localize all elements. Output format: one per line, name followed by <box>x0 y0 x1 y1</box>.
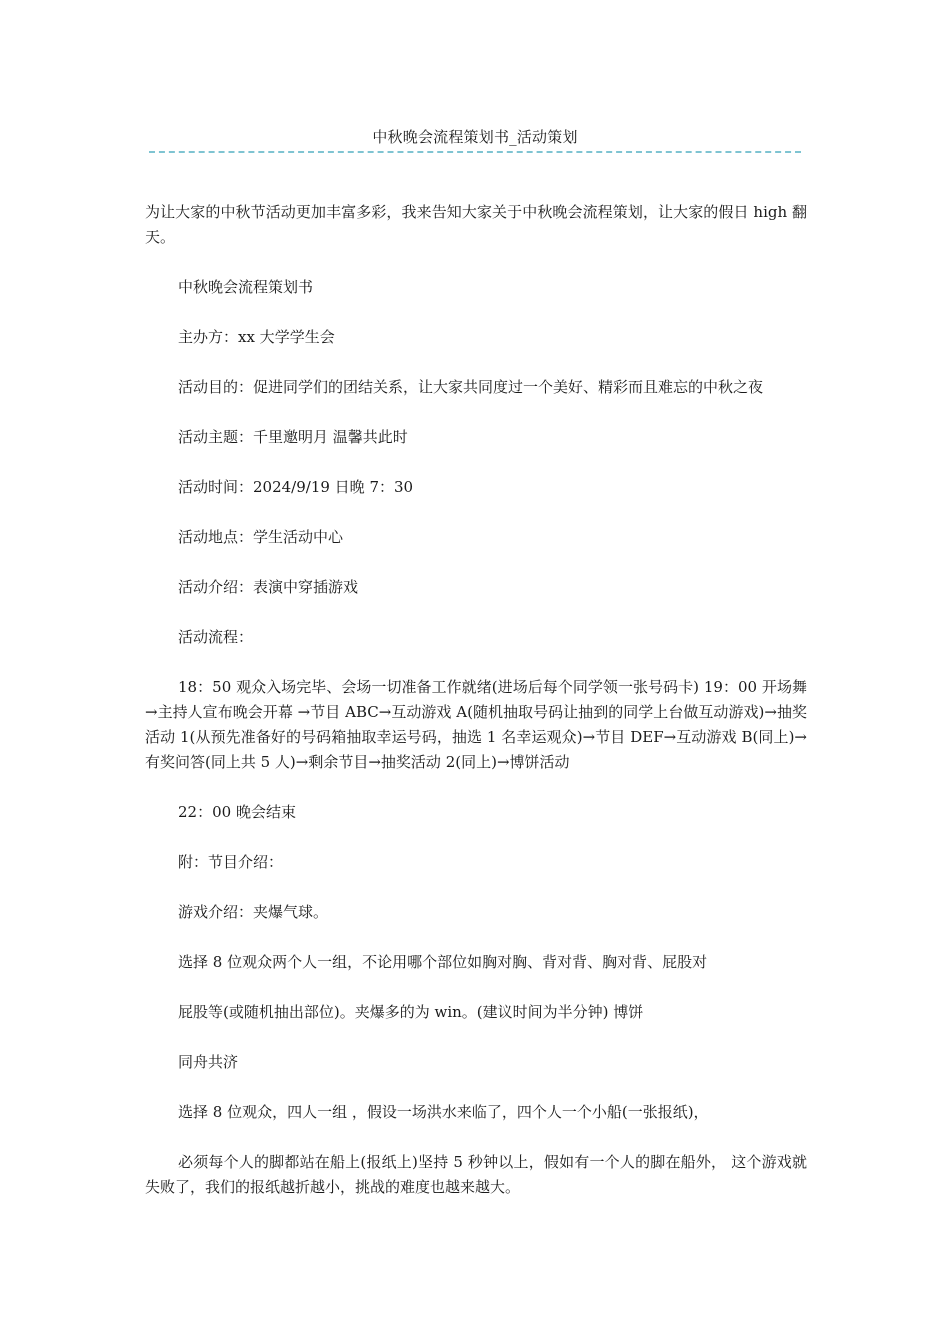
paragraph-time: 活动时间：2024/9/19 日晚 7：30 <box>178 478 414 496</box>
paragraph-appendix: 附：节目介绍： <box>178 853 284 871</box>
paragraph-organizer: 主办方：xx 大学学生会 <box>178 328 335 346</box>
paragraph-game-rule-1: 选择 8 位观众两个人一组，不论用哪个部位如胸对胸、背对背、胸对背、屁股对 <box>178 953 708 971</box>
document-title: 中秋晚会流程策划书_活动策划 <box>372 128 578 146</box>
paragraph-location: 活动地点：学生活动中心 <box>178 528 344 546</box>
document-body <box>145 200 807 1225</box>
paragraph-heading: 中秋晚会流程策划书 <box>178 278 314 296</box>
paragraph-end-time: 22：00 晚会结束 <box>178 803 296 821</box>
paragraph-game-rule-3: 选择 8 位观众，四人一组 ，假设一场洪水来临了，四个人一个小船(一张报纸)， <box>178 1103 709 1121</box>
paragraph-game-intro: 游戏介绍：夹爆气球。 <box>178 903 329 921</box>
paragraph-game-name: 同舟共济 <box>178 1053 239 1071</box>
paragraph-process-heading: 活动流程： <box>178 628 254 646</box>
title-divider <box>149 151 801 153</box>
paragraph-intro: 为让大家的中秋节活动更加丰富多彩，我来告知大家关于中秋晚会流程策划，让大家的假日 high 翻天。 <box>145 203 807 246</box>
paragraph-game-rule-4: 必须每个人的脚都站在船上(报纸上)坚持 5 秒钟以上，假如有一个人的脚在船外， 这个游戏就失败了，我们的报纸越折越小，挑战的难度也越来越大。 <box>145 1153 807 1196</box>
paragraph-purpose: 活动目的：促进同学们的团结关系，让大家共同度过一个美好、精彩而且难忘的中秋之夜 <box>178 378 764 396</box>
paragraph-process-detail: 18：50 观众入场完毕、会场一切准备工作就绪(进场后每个同学领一张号码卡) 19：00 开场舞→主持人宣布晚会开幕 →节目 ABC→互动游戏 A(随机抽取号码让抽到的同学上台做互动游戏)→抽奖活动 1(从预先准备好的号码箱抽取幸运号码，抽选 1 名幸运观众)→节目 DEF→互动游戏 B(同上)→有奖问答(同上共 5 人)→剩余节目→抽奖活动 2(同上)→博饼活动 <box>145 678 807 771</box>
paragraph-game-rule-2: 屁股等(或随机抽出部位)。夹爆多的为 win。(建议时间为半分钟) 博饼 <box>178 1003 644 1021</box>
paragraph-introduction: 活动介绍：表演中穿插游戏 <box>178 578 359 596</box>
paragraph-theme: 活动主题：千里邀明月 温馨共此时 <box>178 428 408 446</box>
